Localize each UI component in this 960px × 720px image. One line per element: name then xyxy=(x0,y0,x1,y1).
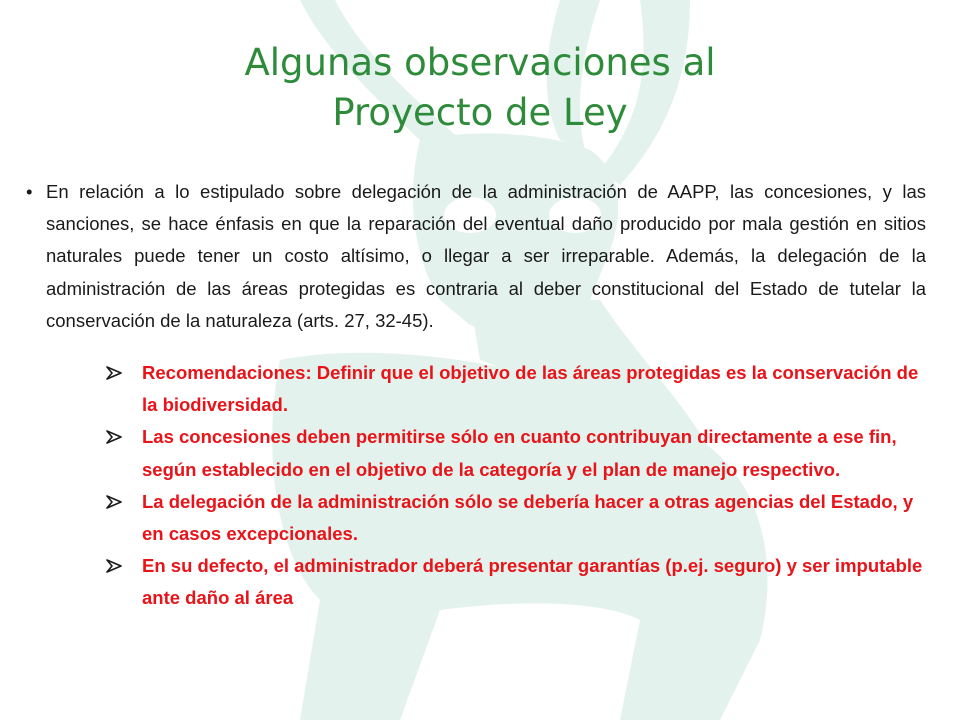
recommendation-item xyxy=(104,486,932,550)
recommendation-text: Las concesiones deben permitirse sólo en cuanto contribuyan directamente a ese fin, según establecido en el objetivo de la categoría y el plan de manejo respectivo. xyxy=(142,426,897,480)
bullet-marker: • xyxy=(26,181,33,202)
recommendation-item xyxy=(104,357,932,421)
slide-body xyxy=(26,176,926,615)
title-line-1: Algunas observaciones al xyxy=(244,41,716,84)
arrow-bullet-icon xyxy=(106,495,122,509)
recommendation-text: Recomendaciones: Definir que el objetivo de las áreas protegidas es la conservación de la biodiversidad. xyxy=(142,362,919,416)
title-line-2: Proyecto de Ley xyxy=(332,91,628,134)
arrow-bullet-icon xyxy=(106,559,122,573)
recommendation-text: La delegación de la administración sólo se debería hacer a otras agencias del Estado, y en casos excepcionales. xyxy=(142,490,914,545)
slide-title xyxy=(0,38,960,138)
recommendation-text: En su defecto, el administrador deberá presentar garantías (p.ej. seguro) y ser imputable ante daño al área xyxy=(142,555,923,609)
recommendation-item xyxy=(104,550,932,614)
recommendations-list xyxy=(104,357,932,615)
recommendation-item xyxy=(104,421,932,485)
arrow-bullet-icon xyxy=(106,430,122,444)
arrow-bullet-icon xyxy=(106,366,122,380)
main-bullet-paragraph xyxy=(26,176,926,337)
bullet-text: En relación a lo estipulado sobre delegación de la administración de AAPP, las concesiones, y las sanciones, se hace énfasis en que la reparación del eventual daño producido por mala gestión en sitios naturales puede tener un costo altísimo, o llegar a ser irreparable. Además, la delegación de la administración de las áreas protegidas es contraria al deber constitucional del Estado de tutelar la conservación de la naturaleza (arts. 27, 32-45). xyxy=(46,181,926,331)
